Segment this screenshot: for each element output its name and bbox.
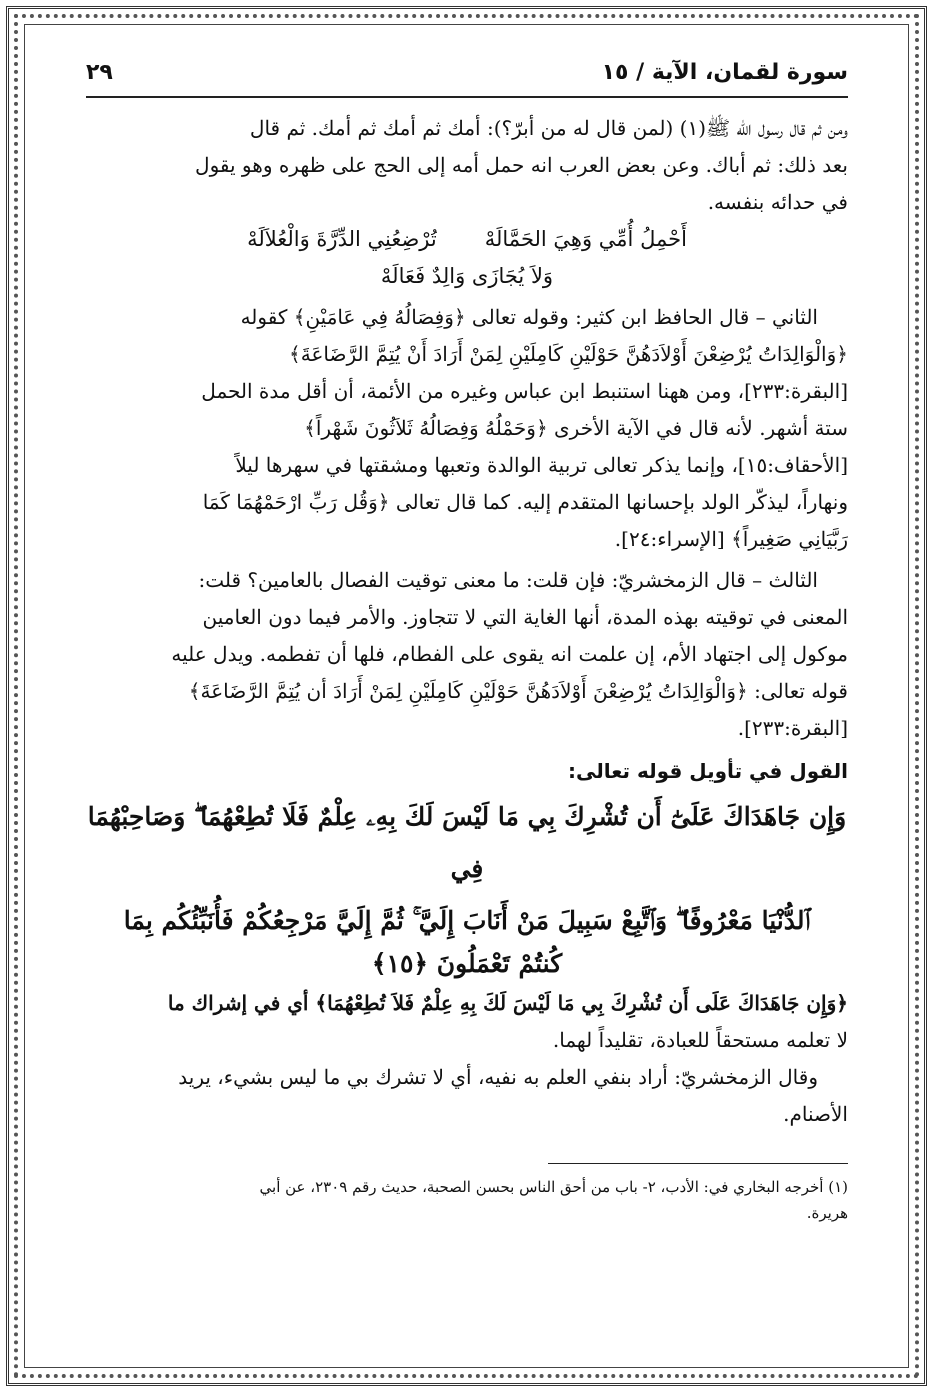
text-line: المعنى في توقيته بهذه المدة، أنها الغاية التي لا تتجاوز. والأمر فيما دون العامين xyxy=(202,605,848,629)
quran-verse-line: ٱلدُّنْيَا مَعْرُوفًا ۖ وَٱتَّبِعْ سَبِيلَ مَنْ أَنَابَ إِلَيَّ ۚ ثُمَّ إِلَيَّ مَرْجِعُكُمْ فَأُنَبِّئُكُم بِمَا xyxy=(123,906,811,935)
poem-line xyxy=(86,221,848,258)
running-header xyxy=(86,60,848,98)
text-line: ومن ثم قال رسول الله ﷺ(١) (لمن قال له من أبرّ؟): أمك ثم أمك ثم أمك. ثم قال xyxy=(249,116,848,140)
page-body xyxy=(86,60,848,1226)
text-line: الأصنام. xyxy=(783,1102,848,1126)
quran-verse-line: وَإِن جَاهَدَاكَ عَلَىٰٓ أَن تُشْرِكَ بِي مَا لَيْسَ لَكَ بِهِۦ عِلْمٌ فَلَا تُطِعْهُمَا ۖ وَصَاحِبْهُمَا فِي xyxy=(87,802,847,883)
text-line: ستة أشهر. لأنه قال في الآية الأخرى ﴿وَحَمْلُهُ وَفِصَالُهُ ثَلاَثُونَ شَهْراً﴾ xyxy=(304,416,848,440)
text-line: [البقرة:٢٣٣]، ومن ههنا استنبط ابن عباس وغيره من الأئمة، أن أقل مدة الحمل xyxy=(201,379,848,403)
poem-line: وَلاَ يُجَازَى وَالِدٌ فَعَالَهْ xyxy=(380,264,554,288)
text-line: الثاني – قال الحافظ ابن كثير: وقوله تعالى ﴿وَفِصَالُهُ فِي عَامَيْنِ﴾ كقوله xyxy=(240,305,818,329)
text-line: ﴿وَالْوَالِدَاتُ يُرْضِعْنَ أَوْلاَدَهُنَّ حَوْلَيْنِ كَامِلَيْنِ لِمَنْ أَرَادَ أَنْ يُتِمَّ الرَّضَاعَةَ﴾ xyxy=(289,342,848,366)
header-title: سورة لقمان، الآية / ١٥ xyxy=(601,60,848,85)
text-line: ﴿وَإِن جَاهَدَاكَ عَلَى أَن تُشْرِكَ بِي مَا لَيْسَ لَكَ بِهِ عِلْمٌ فَلاَ تُطِعْهُمَا﴾ أي في إشراك ما xyxy=(167,991,848,1015)
page-number: ٢٩ xyxy=(86,60,113,85)
text-line: لا تعلمه مستحقاً للعبادة، تقليداً لهما. xyxy=(552,1028,848,1052)
text-line: [الأحقاف:١٥]، وإنما يذكر تعالى تربية الوالدة وتعبها ومشقتها في سهرها ليلاً xyxy=(235,453,848,477)
text-line: قوله تعالى: ﴿وَالْوَالِدَاتُ يُرْضِعْنَ أَوْلاَدَهُنَّ حَوْلَيْنِ كَامِلَيْنِ لِمَنْ أَرَادَ أن يُتِمَّ الرَّضَاعَةَ﴾ xyxy=(188,679,848,703)
footnote-line: (١) أخرجه البخاري في: الأدب، ٢- باب من أحق الناس بحسن الصحبة، حديث رقم ٢٣٠٩، عن أبي xyxy=(259,1178,848,1196)
text-line: رَبَّيَانِي صَغِيراً﴾ [الإسراء:٢٤]. xyxy=(614,527,848,551)
quran-verse-line: كُنتُمْ تَعْمَلُونَ ﴿١٥﴾ xyxy=(371,949,563,978)
poem-hemistich: تُرْضِعُنِي الدِّرَّةَ وَالْعُلاَلَهْ xyxy=(247,227,437,251)
footnote xyxy=(86,1174,848,1226)
text-line: وقال الزمخشريّ: أراد بنفي العلم به نفيه، أي لا تشرك بي ما ليس بشيء، يريد xyxy=(178,1065,818,1089)
footnote-separator xyxy=(548,1163,848,1164)
text-line: الثالث – قال الزمخشريّ: فإن قلت: ما معنى توقيت الفصال بالعامين؟ قلت: xyxy=(198,568,818,592)
footnote-line: هريرة. xyxy=(806,1204,848,1222)
poem-hemistich: أَحْمِلُ أُمِّي وَهِيَ الحَمَّالَهْ xyxy=(484,227,687,251)
text-line: [البقرة:٢٣٣]. xyxy=(737,716,848,740)
text-line: في حدائه بنفسه. xyxy=(707,190,848,214)
section-heading: القول في تأويل قوله تعالى: xyxy=(568,759,848,783)
text-line: بعد ذلك: ثم أباك. وعن بعض العرب انه حمل أمه إلى الحج على ظهره وهو يقول xyxy=(195,153,848,177)
text-line: موكول إلى اجتهاد الأم، إن علمت انه يقوى على الفطام، فلها أن تفطمه. ويدل عليه xyxy=(171,642,848,666)
text-line: ونهاراً، ليذكّر الولد بإحسانها المتقدم إليه. كما قال تعالى ﴿وَقُل رَبِّ ارْحَمْهُمَا كَمَا xyxy=(202,490,848,514)
